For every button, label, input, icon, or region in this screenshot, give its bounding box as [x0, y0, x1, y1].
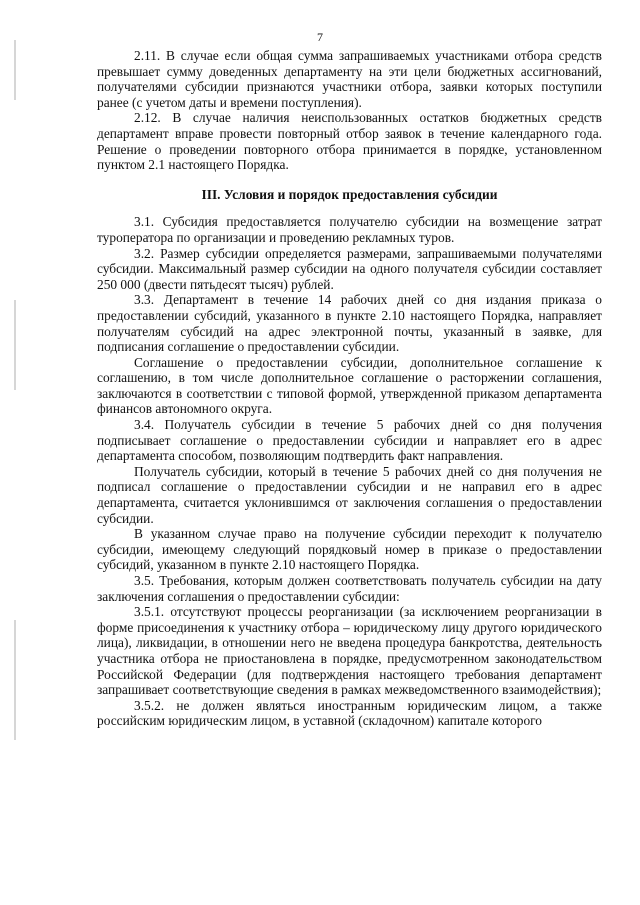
scan-artifact [14, 620, 16, 740]
paragraph-3-2: 3.2. Размер субсидии определяется размерами, запрашиваемыми получателями субсидии. Максимальный размер субсидии на одного получателя субсидии составляет 250 000 (двести пятьдесят тысяч) рублей. [97, 245, 602, 292]
scan-artifact [14, 300, 16, 390]
paragraph-recipient-evasion: Получатель субсидии, который в течение 5 рабочих дней со дня получения не подписал соглашение о предоставлении субсидии и не направил его в адрес департамента, считается уклонившимся от заключения соглашения о предоставлении субсидии. [97, 463, 602, 526]
document-body [97, 48, 602, 729]
paragraph-2-12: 2.12. В случае наличия неиспользованных остатков бюджетных средств департамент вправе провести повторный отбор заявок в течение календарного года. Решение о проведении повторного отбора принимается в порядке, установленном пунктом 2.1 настоящего Порядка. [97, 110, 602, 173]
paragraph-agreement: Соглашение о предоставлении субсидии, дополнительное соглашение к соглашению, в том числе дополнительное соглашение о расторжении соглашения, заключаются в соответствии с типовой формой, утвержденной приказом департамента финансов автономного округа. [97, 354, 602, 417]
section-heading: III. Условия и порядок предоставления субсидии [201, 186, 498, 202]
paragraph-3-4: 3.4. Получатель субсидии в течение 5 рабочих дней со дня получения подписывает соглашение о предоставлении субсидии и направляет его в адрес департамента способом, позволяющим подтвердить факт направления. [97, 417, 602, 464]
paragraph-3-5-1: 3.5.1. отсутствуют процессы реорганизации (за исключением реорганизации в форме присоединения к участнику отбора – юридическому лицу другого юридического лица), ликвидации, в отношении него не введена процедура банкротства, деятельность участника отбора не приостановлена в порядке, предусмотренном законодательством Российской Федерации (для подтверждения настоящего требования департамент запрашивает соответствующие сведения в рамках межведомственного взаимодействия); [97, 604, 602, 698]
scan-artifact [14, 40, 16, 100]
paragraph-3-1: 3.1. Субсидия предоставляется получателю субсидии на возмещение затрат туроператора по организации и проведению рекламных туров. [97, 214, 602, 245]
paragraph-3-5: 3.5. Требования, которым должен соответствовать получатель субсидии на дату заключения соглашения о предоставлении субсидии: [97, 573, 602, 604]
paragraph-3-3: 3.3. Департамент в течение 14 рабочих дней со дня издания приказа о предоставлении субсидий, указанного в пункте 2.10 настоящего Порядка, направляет получателям субсидий на адрес электронной почты, указанный в заявке, для подписания соглашение о предоставлении субсидии. [97, 292, 602, 355]
page-number: 7 [317, 30, 323, 44]
paragraph-2-11: 2.11. В случае если общая сумма запрашиваемых участниками отбора средств превышает сумму доведенных департаменту на эти цели бюджетных ассигнований, получателями субсидии признаются участники отбора, заявки которых поступили ранее (с учетом даты и времени поступления). [97, 48, 602, 110]
paragraph-3-5-2: 3.5.2. не должен являться иностранным юридическим лицом, а также российским юридическим лицом, в уставной (складочном) капитале которого [97, 697, 602, 729]
paragraph-right-transfer: В указанном случае право на получение субсидии переходит к получателю субсидии, имеющему следующий порядковый номер в приказе о предоставлении субсидий, указанном в пункте 2.10 настоящего Порядка. [97, 526, 602, 573]
